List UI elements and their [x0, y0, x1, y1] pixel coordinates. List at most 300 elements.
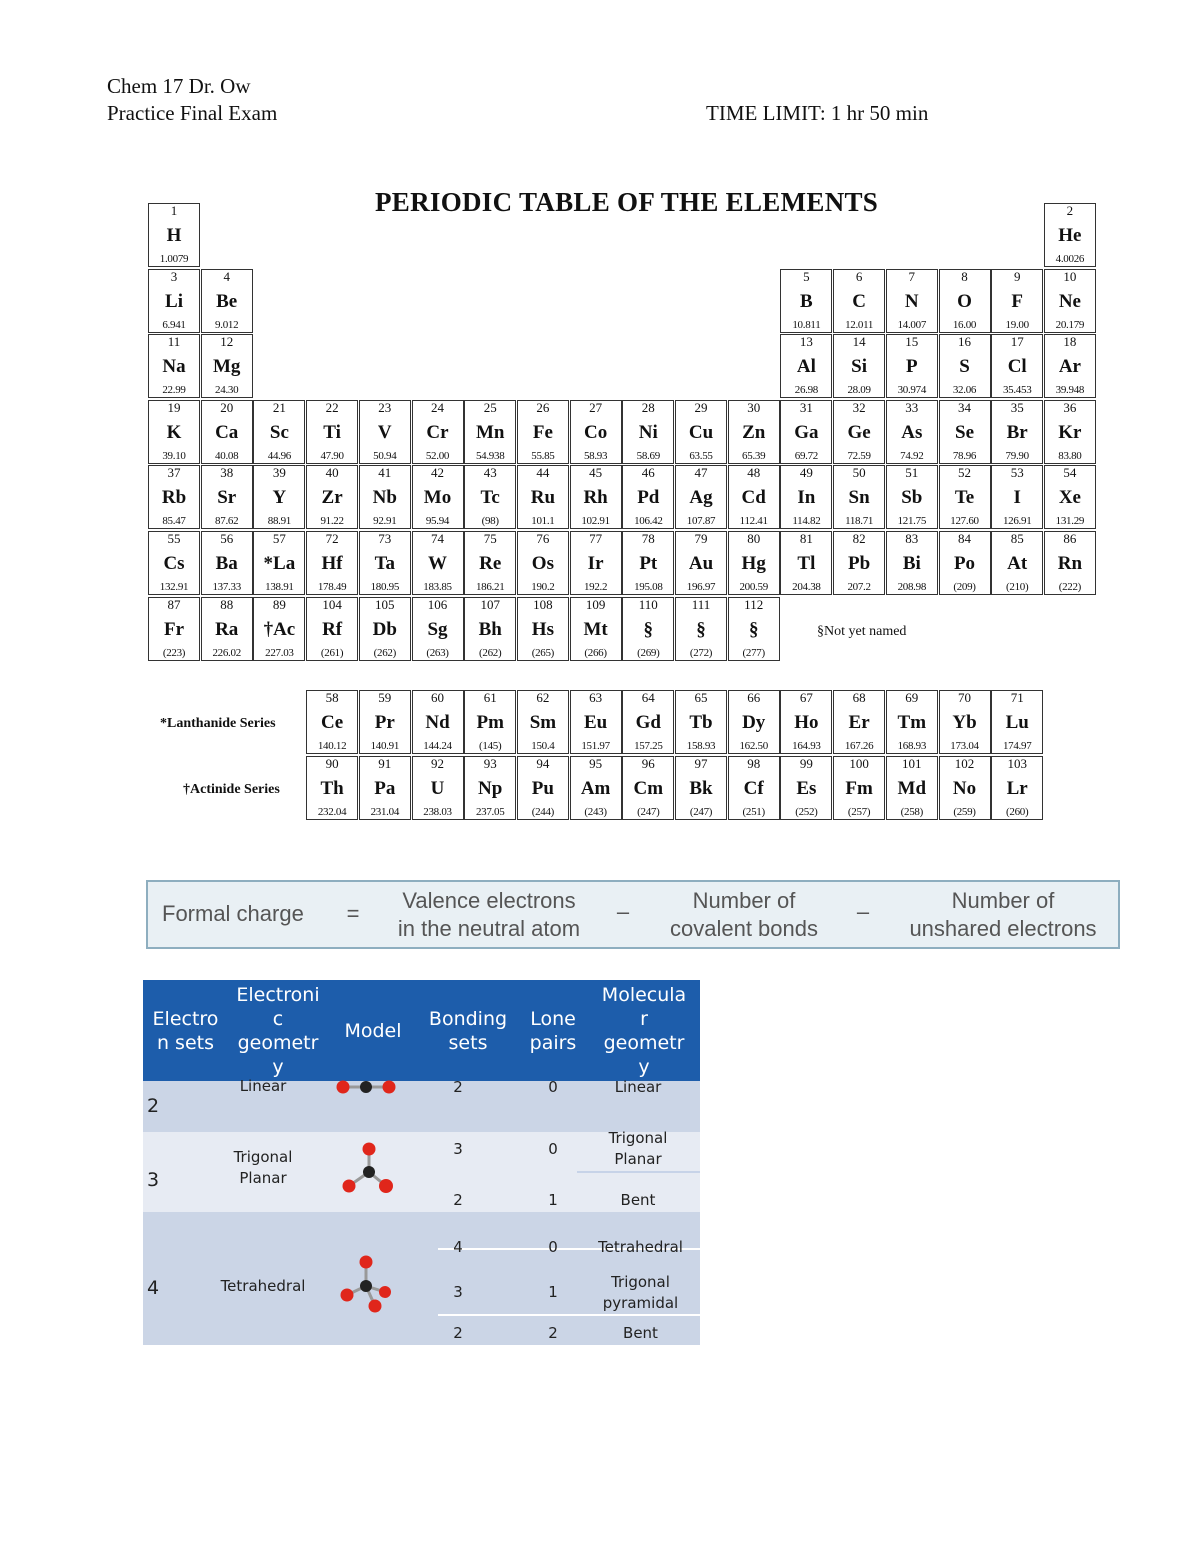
atomic-number: 98: [747, 756, 761, 771]
header-cell-1: Electro n sets: [152, 1007, 219, 1054]
element-symbol: Eu: [583, 712, 608, 733]
element-cell-md-101: [886, 756, 938, 820]
atomic-number: 100: [849, 756, 869, 771]
element-symbol: K: [166, 421, 182, 443]
atomic-number: 1: [170, 203, 178, 218]
atomic-number: 4: [223, 268, 230, 284]
element-symbol: Zr: [321, 487, 343, 509]
element-cell-i-53: [991, 465, 1043, 529]
element-symbol: Sr: [217, 487, 237, 509]
atomic-number: 107: [480, 596, 500, 612]
atomic-number: 27: [589, 399, 603, 415]
atomic-mass: 16.00: [952, 318, 977, 331]
element-symbol: †Ac: [263, 618, 296, 640]
atomic-number: 112: [744, 596, 764, 612]
atomic-number: 60: [431, 690, 444, 705]
atomic-mass: (269): [637, 646, 660, 659]
electron-sets-3: 3: [147, 1169, 160, 1191]
atomic-mass: 126.91: [1002, 515, 1032, 528]
atomic-number: 108: [533, 596, 553, 612]
atomic-mass: 131.29: [1055, 515, 1085, 528]
element-symbol: Pa: [374, 778, 396, 799]
element-symbol: *La: [263, 553, 296, 574]
atomic-number: 109: [585, 596, 606, 612]
element-cell-po-84: [939, 531, 991, 595]
element-cell-ru-44: [517, 465, 569, 529]
atomic-mass: 78.96: [952, 449, 977, 462]
atomic-mass: 150.4: [531, 740, 555, 752]
element-symbol: Mt: [583, 618, 608, 640]
bonding-sets-cell: 2: [453, 1078, 463, 1096]
element-symbol: U: [430, 778, 445, 799]
atomic-mass: 118.71: [845, 515, 874, 528]
element-cell-hg-80: [728, 531, 780, 595]
atomic-mass: 144.24: [423, 740, 452, 752]
element-symbol: Sn: [848, 487, 870, 509]
atomic-mass: 227.03: [265, 646, 294, 659]
atomic-number: 106: [427, 596, 448, 612]
element-symbol: Pr: [374, 712, 395, 733]
element-symbol: Rh: [583, 487, 608, 509]
atomic-mass: 54.938: [475, 449, 505, 462]
element-symbol: Sg: [427, 618, 448, 640]
bonding-sets-cell: 2: [453, 1324, 463, 1342]
linear-model-icon: [333, 1076, 399, 1098]
atomic-mass: 58.93: [583, 449, 608, 462]
element-symbol: Ru: [530, 487, 556, 509]
atomic-number: 96: [641, 756, 655, 771]
atomic-number: 25: [483, 399, 497, 415]
time-limit: TIME LIMIT: 1 hr 50 min: [706, 101, 929, 125]
atomic-mass: 178.49: [317, 581, 347, 593]
element-cell-np-93: [464, 756, 516, 820]
atomic-number: 37: [167, 465, 181, 481]
atomic-mass: (252): [795, 806, 818, 818]
atomic-mass: (247): [689, 806, 713, 818]
atomic-mass: 114.82: [792, 515, 821, 528]
atomic-mass: 24.30: [215, 384, 239, 397]
element-symbol: Es: [796, 778, 817, 799]
element-symbol: Er: [848, 712, 870, 733]
atomic-mass: 151.97: [581, 740, 610, 752]
atomic-number: 78: [641, 531, 655, 546]
atomic-mass: 30.974: [897, 384, 927, 397]
element-symbol: Cl: [1007, 356, 1027, 378]
atomic-mass: 168.93: [897, 740, 927, 752]
atomic-mass: 55.85: [531, 449, 555, 462]
element-cell-fr-87: [148, 597, 200, 661]
element-cell-co-27: [570, 400, 622, 464]
atomic-mass: 192.2: [583, 581, 608, 593]
element-cell-u-92: [412, 756, 464, 820]
element-cell-rh-45: [570, 465, 622, 529]
atomic-mass: 47.90: [320, 449, 344, 462]
element-cell-cm-96: [622, 756, 674, 820]
element-symbol: Cr: [426, 421, 449, 443]
element-symbol: Mg: [212, 356, 241, 378]
element-symbol: Db: [372, 618, 397, 640]
atomic-mass: 190.2: [531, 581, 555, 593]
element-symbol: Ir: [587, 553, 604, 574]
atomic-mass: (262): [373, 646, 396, 659]
atomic-mass: 164.93: [792, 740, 821, 752]
element-cell-lr-103: [991, 756, 1043, 820]
atomic-number: 58: [325, 690, 339, 705]
atomic-number: 62: [536, 690, 550, 705]
atomic-number: 29: [694, 399, 708, 415]
element-symbol: Sm: [529, 712, 557, 733]
atomic-mass: (210): [1006, 581, 1029, 593]
element-symbol: Be: [216, 290, 238, 312]
lone-pairs-cell: 1: [548, 1283, 558, 1301]
element-cell-th-90: [306, 756, 358, 820]
element-cell-li-3: [148, 269, 200, 333]
atomic-number: 88: [220, 596, 234, 612]
element-cell-hs-108: [517, 597, 569, 661]
atomic-number: 52: [958, 465, 971, 481]
atomic-mass: (98): [481, 515, 499, 528]
atomic-mass: 204.38: [792, 581, 821, 593]
element-cell-ra-88: [201, 597, 253, 661]
element-cell-pu-94: [517, 756, 569, 820]
atomic-number: 97: [694, 756, 708, 771]
atomic-number: 23: [378, 399, 392, 415]
element-symbol: Tb: [689, 712, 713, 733]
atomic-number: 26: [536, 399, 550, 415]
atomic-mass: 186.21: [475, 581, 505, 593]
atomic-number: 30: [747, 399, 761, 415]
atomic-mass: 74.92: [900, 449, 924, 462]
element-cell-sc-21: [253, 400, 305, 464]
bonding-sets-cell: 3: [453, 1140, 463, 1158]
element-cell-sb-51: [886, 465, 938, 529]
element-symbol: Pd: [637, 487, 660, 509]
electronic-geometry-trigonal-planar: Trigonal Planar: [233, 1148, 293, 1187]
element-cell-sn-50: [833, 465, 885, 529]
element-cell-nb-41: [359, 465, 411, 529]
element-symbol: At: [1007, 553, 1028, 574]
element-cell-f-9: [991, 269, 1043, 333]
element-symbol: Ne: [1058, 290, 1081, 312]
atomic-number: 41: [378, 465, 392, 481]
valence-electrons-term: Valence electrons in the neutral atom: [397, 888, 581, 941]
atomic-number: 31: [799, 399, 813, 415]
atomic-number: 21: [272, 399, 286, 415]
element-cell-rn-86: [1044, 531, 1096, 595]
atomic-number: 5: [803, 268, 810, 284]
atomic-number: 103: [1007, 756, 1027, 771]
atomic-mass: 107.87: [686, 515, 716, 528]
element-cell-si-14: [833, 334, 885, 398]
element-symbol: Tl: [797, 553, 816, 574]
element-symbol: §: [643, 618, 654, 640]
element-symbol: In: [797, 487, 816, 509]
atomic-number: 68: [852, 690, 866, 705]
atomic-mass: 20.179: [1055, 318, 1085, 331]
atomic-mass: 4.0026: [1055, 253, 1085, 265]
element-symbol: Sc: [269, 421, 289, 443]
atomic-number: 35: [1010, 399, 1024, 415]
element-symbol: Ar: [1058, 356, 1081, 378]
element-cell-cu-29: [675, 400, 727, 464]
element-symbol: Sb: [901, 487, 923, 509]
element-cell-no-102: [939, 756, 991, 820]
atomic-mass: 138.91: [265, 581, 294, 593]
atomic-number: 90: [325, 756, 339, 771]
element-cell-os-76: [517, 531, 569, 595]
atomic-mass: 14.007: [897, 318, 927, 331]
atomic-mass: (243): [584, 806, 607, 818]
element-symbol: Kr: [1058, 421, 1082, 443]
element-symbol: Se: [955, 421, 974, 443]
minus-sign-1: –: [616, 899, 630, 924]
element-symbol: Rf: [322, 618, 343, 640]
atomic-mass: 207.2: [847, 581, 871, 593]
element-symbol: Br: [1006, 421, 1028, 443]
not-yet-named-note: §Not yet named: [817, 624, 907, 639]
element-cell-tl-81: [780, 531, 832, 595]
atomic-number: 66: [747, 690, 761, 705]
element-symbol: Dy: [742, 712, 766, 733]
element-cell-in-49: [780, 465, 832, 529]
element-cell-at-85: [991, 531, 1043, 595]
element-cell-mg-12: [201, 334, 253, 398]
atomic-number: 65: [694, 690, 708, 705]
atomic-number: 75: [483, 531, 497, 546]
atomic-number: 8: [961, 268, 968, 284]
element-symbol: Tc: [480, 487, 500, 509]
atomic-number: 110: [638, 596, 658, 612]
atomic-number: 45: [589, 465, 603, 481]
atomic-number: 93: [483, 756, 497, 771]
atomic-number: 104: [322, 596, 342, 612]
atomic-number: 82: [852, 531, 866, 546]
atomic-mass: 10.811: [792, 318, 821, 331]
atomic-number: 101: [902, 756, 922, 771]
atomic-mass: 63.55: [689, 449, 713, 462]
element-symbol: Hg: [741, 553, 766, 574]
element-cell-bk-97: [675, 756, 727, 820]
element-symbol: P: [905, 356, 918, 378]
atomic-mass: (223): [162, 646, 186, 659]
element-cell-ga-31: [780, 400, 832, 464]
element-symbol: Re: [479, 553, 502, 574]
atomic-mass: 91.22: [320, 515, 344, 528]
element-cell-ge-32: [833, 400, 885, 464]
atomic-number: 10: [1063, 268, 1077, 284]
element-symbol: Nd: [425, 712, 450, 733]
element-symbol: Lu: [1005, 712, 1029, 733]
element-cell-pm-61: [464, 690, 516, 754]
atomic-mass: 158.93: [686, 740, 716, 752]
atomic-number: 44: [536, 465, 550, 481]
element-symbol: V: [377, 421, 392, 443]
atomic-mass: 26.98: [794, 384, 819, 397]
element-symbol: Hf: [321, 553, 343, 574]
element-cell-sr-38: [201, 465, 253, 529]
element-symbol: Ti: [323, 421, 341, 443]
atomic-mass: (277): [742, 646, 765, 659]
element-symbol: Al: [796, 356, 816, 378]
element-symbol: Ta: [374, 553, 396, 574]
element-symbol: Ge: [847, 421, 871, 443]
atomic-mass: (272): [689, 646, 713, 659]
element-symbol: Bk: [689, 778, 713, 799]
element-symbol: Cu: [688, 421, 714, 443]
element-cell-al-13: [780, 334, 832, 398]
atomic-number: 38: [220, 465, 234, 481]
element-symbol: Md: [897, 778, 927, 799]
element-symbol: Fe: [532, 421, 553, 443]
bonding-sets-cell: 4: [453, 1238, 463, 1256]
vsepr-table: [143, 980, 700, 1345]
element-symbol: Ga: [794, 421, 819, 443]
atomic-number: 11: [167, 334, 181, 350]
atomic-mass: (258): [900, 806, 923, 818]
atomic-number: 70: [958, 690, 971, 705]
atomic-mass: 162.50: [739, 740, 768, 752]
element-symbol: Xe: [1058, 487, 1081, 509]
element-cell-h-1: [148, 203, 200, 267]
atomic-number: 46: [641, 465, 655, 481]
atomic-mass: 40.08: [215, 449, 239, 462]
atomic-number: 87: [167, 596, 181, 612]
lanthanide-series-label: *Lanthanide Series: [160, 716, 276, 731]
element-cell-ir-77: [570, 531, 622, 595]
element-cell-tc-43: [464, 465, 516, 529]
element-cell-ce-58: [306, 690, 358, 754]
element-cell-na-11: [148, 334, 200, 398]
element-cell-kr-36: [1044, 400, 1096, 464]
lone-pairs-cell: 0: [548, 1140, 558, 1158]
atomic-number: 34: [958, 399, 971, 415]
element-symbol: §: [748, 618, 759, 640]
atomic-number: 61: [483, 690, 497, 705]
atomic-number: 59: [378, 690, 392, 705]
atomic-mass: 83.80: [1058, 449, 1082, 462]
element-symbol: Yb: [952, 712, 977, 733]
element-cell-ta-73: [359, 531, 411, 595]
element-symbol: Pb: [848, 553, 871, 574]
element-symbol: Nb: [372, 487, 397, 509]
electron-sets-4: 4: [147, 1277, 160, 1299]
element-cell-gd-64: [622, 690, 674, 754]
element-symbol: Ba: [215, 553, 238, 574]
atomic-number: 64: [641, 690, 655, 705]
atomic-number: 7: [908, 268, 916, 284]
element-symbol: Os: [531, 553, 554, 574]
element-cell-xe-54: [1044, 465, 1096, 529]
element-cell-hf-72: [306, 531, 358, 595]
element-cell-pt-78: [622, 531, 674, 595]
element-symbol: Na: [162, 356, 186, 378]
vsepr-header-row: [143, 980, 700, 1081]
atomic-mass: 72.59: [847, 449, 871, 462]
atomic-number: 53: [1010, 465, 1024, 481]
element-symbol: As: [901, 421, 923, 443]
atomic-mass: 88.91: [267, 515, 292, 528]
course-title: Chem 17 Dr. Ow: [107, 74, 251, 98]
element-symbol: Am: [580, 778, 611, 799]
atomic-number: 69: [905, 690, 919, 705]
element-symbol: Bi: [902, 553, 921, 574]
element-cell-rb-37: [148, 465, 200, 529]
electronic-geometry-linear: Linear: [239, 1077, 287, 1095]
molecular-geometry-cell: Linear: [614, 1078, 662, 1096]
element-symbol: Co: [583, 421, 608, 443]
element-cell-cd-48: [728, 465, 780, 529]
element-cell-be-4: [201, 269, 253, 333]
element-cell-au-79: [675, 531, 727, 595]
element-cell-pd-46: [622, 465, 674, 529]
atomic-mass: (261): [320, 646, 344, 659]
atomic-mass: 39.10: [162, 449, 186, 462]
element-symbol: Cf: [743, 778, 764, 799]
atomic-mass: 39.948: [1055, 384, 1085, 397]
element-symbol: Ra: [215, 618, 239, 640]
electronic-geometry-tetrahedral: Tetrahedral: [220, 1277, 306, 1295]
element-symbol: W: [428, 553, 447, 574]
element-cell-as-33: [886, 400, 938, 464]
element-symbol: Pu: [531, 778, 554, 799]
atomic-mass: 92.91: [373, 515, 397, 528]
atomic-mass: 44.96: [267, 449, 292, 462]
atomic-mass: 28.09: [847, 384, 871, 397]
atomic-mass: (263): [426, 646, 449, 659]
element-symbol: Gd: [635, 712, 661, 733]
atomic-mass: 32.06: [952, 384, 977, 397]
atomic-mass: 173.04: [950, 740, 979, 752]
atomic-mass: 87.62: [215, 515, 239, 528]
atomic-mass: 112.41: [739, 515, 768, 528]
atomic-number: 14: [852, 334, 866, 350]
atomic-number: 13: [799, 334, 813, 350]
atomic-number: 91: [378, 756, 392, 771]
atomic-number: 71: [1010, 690, 1024, 705]
element-symbol: S: [959, 356, 970, 378]
trigonal-planar-model-icon: [339, 1139, 399, 1201]
element-cell-cr-24: [412, 400, 464, 464]
electron-sets-2: 2: [147, 1095, 160, 1117]
element-cell-o-8: [939, 269, 991, 333]
element-cell-te-52: [939, 465, 991, 529]
element-symbol: Lr: [1006, 778, 1028, 799]
element-cell-k-19: [148, 400, 200, 464]
atomic-number: 9: [1013, 268, 1021, 284]
element-symbol: C: [852, 290, 866, 312]
exam-title: Practice Final Exam: [107, 101, 278, 125]
atomic-number: 36: [1063, 399, 1077, 415]
element-symbol: Hs: [531, 618, 554, 640]
atomic-mass: 237.05: [475, 806, 505, 818]
element-cell-fe-26: [517, 400, 569, 464]
atomic-mass: 85.47: [162, 515, 186, 528]
element-symbol: Zn: [742, 421, 766, 443]
element-symbol: N: [904, 290, 919, 312]
atomic-mass: 195.08: [634, 581, 663, 593]
atomic-mass: 22.99: [162, 384, 186, 397]
lone-pairs-cell: 1: [548, 1191, 558, 1209]
atomic-number: 19: [167, 399, 181, 415]
actinide-series-label: †Actinide Series: [183, 782, 280, 797]
element-symbol: He: [1058, 225, 1082, 246]
atomic-number: 72: [325, 531, 339, 546]
atomic-mass: 102.91: [581, 515, 610, 528]
atomic-number: 33: [905, 399, 919, 415]
molecular-geometry-cell: Trigonal Planar: [608, 1129, 668, 1168]
element-symbol: B: [800, 290, 813, 312]
atomic-number: 50: [852, 465, 866, 481]
